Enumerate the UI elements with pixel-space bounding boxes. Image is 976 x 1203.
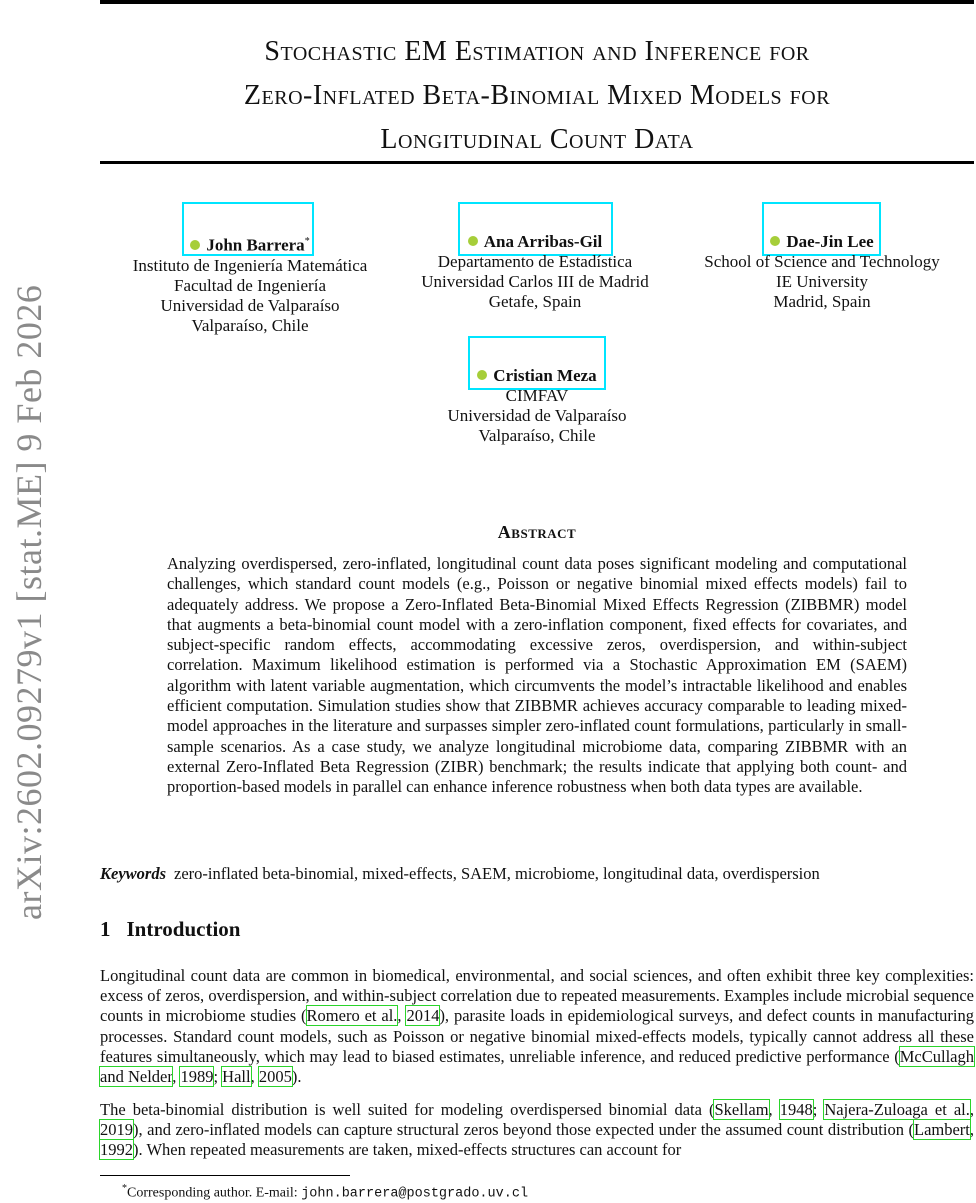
title-line-3: Longitudinal Count Data (380, 124, 694, 155)
paragraph-text: Longitudinal count data are common in biomedical, environmental, and social sciences, and often exhibit three key complexities: excess of zeros, overdispersion, and within-subject correlation due to repeated measurements. Examples include microbial sequence counts in microbiome studies ( (100, 966, 974, 1026)
section-number: 1 (100, 917, 111, 941)
keywords-line (100, 864, 974, 884)
author-name[interactable]: Cristian Meza (493, 366, 597, 385)
affiliation-line: Facultad de Ingeniería (174, 275, 326, 295)
citation-link[interactable]: 2014 (406, 1006, 440, 1026)
intro-paragraph-1: Longitudinal count data are common in biomedical, environmental, and social sciences, and often exhibit three key complexities: excess of zeros, overdispersion, and within-subject correlation due to repeated measurements. Examples include microbial sequence counts in microbiome studies (Romero et al., 2014), parasite loads in epidemiological surveys, and defect counts in manufacturing processes. Standard count models, such as Poisson or negative binomial mixed-effects models, typically cannot address all these features simultaneously, which may lead to biased estimates, unreliable inference, and reduced predictive performance (McCullagh and Nelder, 1989; Hall, 2005). (100, 966, 974, 1087)
orcid-icon[interactable] (477, 370, 487, 380)
footnote-mark: * (122, 1183, 127, 1194)
affiliation-line: Universidad Carlos III de Madrid (421, 272, 649, 291)
title-line-1: Stochastic EM Estimation and Inference for (264, 36, 810, 67)
author-name-row (682, 232, 962, 252)
citation-link[interactable]: McCullagh and Nelder (100, 1046, 974, 1087)
paragraph-text: The beta-binomial distribution is well suited for modeling overdispersed binomial data ( (100, 1100, 715, 1119)
title-top-rule (100, 0, 974, 4)
title-bottom-rule (100, 161, 974, 164)
citation-link[interactable]: Romero et al. (306, 1006, 398, 1026)
citation-link[interactable]: 2005 (258, 1067, 292, 1087)
paragraph-text: ), parasite loads in epidemiological surveys, and defect counts in manufacturing processes. Standard count models, such as Poisson or negative binomial mixed-effects models, typically cannot address all these features simultaneously, which may lead to biased estimates, unreliable inference, and reduced predictive performance ( (100, 1006, 974, 1066)
affiliation-line: Universidad de Valparaíso (447, 406, 627, 425)
author-block-1 (110, 232, 390, 336)
affiliation-line: Valparaíso, Chile (191, 315, 309, 335)
affiliation-line: Universidad de Valparaíso (160, 295, 340, 315)
footnote (122, 1181, 528, 1203)
email-link[interactable]: john.barrera@postgrado.uv.cl (301, 1186, 529, 1202)
footnote-rule (100, 1175, 350, 1176)
citation-link[interactable]: 1992 (100, 1140, 133, 1160)
abstract-heading: Abstract (497, 522, 577, 542)
author-name-row (395, 232, 675, 252)
author-block-4 (397, 366, 677, 446)
affiliation-line: Madrid, Spain (773, 292, 871, 311)
affiliation-line: School of Science and Technology (704, 252, 940, 271)
author-name-row (110, 232, 390, 256)
citation-link[interactable]: 2019 (100, 1120, 133, 1140)
orcid-icon[interactable] (190, 240, 200, 250)
footnote-text: Corresponding author. E-mail: (127, 1185, 302, 1201)
author-name-row (397, 366, 677, 386)
affiliation-line: Valparaíso, Chile (478, 426, 596, 445)
paragraph-text: ). (291, 1067, 302, 1087)
citation-link[interactable]: Lambert (913, 1120, 970, 1140)
paper-title (100, 30, 974, 162)
author-name[interactable]: John Barrera (206, 235, 305, 255)
keywords-label: Keywords (100, 864, 166, 883)
affiliation-line: CIMFAV (505, 386, 569, 405)
author-block-2 (395, 232, 675, 312)
arxiv-identifier: arXiv:2602.09279v1 [stat.ME] 9 Feb 2026 (9, 284, 49, 920)
paragraph-text: ), and zero-inflated models can capture structural zeros beyond those expected under the assumed count distribution ( (133, 1120, 914, 1140)
author-name[interactable]: Ana Arribas-Gil (483, 232, 603, 251)
abstract-text: Analyzing overdispersed, zero-inflated, longitudinal count data poses significant modeling and computational challenges, which standard count models (e.g., Poisson or negative binomial mixed effects models) fail to adequately address. We propose a Zero-Inflated Beta-Binomial Mixed Effects Regression (ZIBBMR) model that augments a beta-binomial count model with a zero-inflation component, fixed effects for covariates, and subject-specific random effects, accommodating excessive zeros, overdispersion, and within-subject correlation. Maximum likelihood estimation is performed via a Stochastic Approximation EM (SAEM) algorithm with latent variable augmentation, which circumvents the model’s intractable likelihood and enables efficient computation. Simulation studies show that ZIBBMR achieves accuracy comparable to leading mixed-model approaches in the literature and surpasses simpler zero-inflated count formulations, particularly in small-sample scenarios. As a case study, we analyze longitudinal microbiome data, comparing ZIBBMR with an external Zero-Inflated Beta Regression (ZIBR) benchmark; the results indicate that applying both count- and proportion-based models in parallel can enhance inference robustness when both data types are available. (167, 554, 907, 797)
affiliation-line: Departamento de Estadística (437, 252, 633, 271)
section-title: Introduction (126, 917, 241, 941)
author-name[interactable]: Dae-Jin Lee (786, 232, 874, 251)
title-line-2: Zero-Inflated Beta-Binomial Mixed Models for (243, 80, 831, 111)
citation-link[interactable]: 1989 (180, 1067, 214, 1087)
intro-paragraph-2: The beta-binomial distribution is well suited for modeling overdispersed binomial data (Skellam, 1948; Najera-Zuloaga et al., 2019), and zero-inflated models can capture structural zeros beyond those expected under the assumed count distribution (Lambert, 1992). When repeated measurements are taken, mixed-effects structures can account for (100, 1100, 974, 1160)
citation-link[interactable]: 1948 (779, 1100, 813, 1119)
citation-link[interactable]: Najera-Zuloaga et al. (824, 1100, 970, 1119)
paragraph-text: ). When repeated measurements are taken, mixed-effects structures can account for (133, 1140, 682, 1160)
keywords-text: zero-inflated beta-binomial, mixed-effects, SAEM, microbiome, longitudinal data, overdispersion (174, 864, 820, 883)
citation-link[interactable]: Skellam (714, 1100, 769, 1119)
orcid-icon[interactable] (770, 236, 780, 246)
orcid-icon[interactable] (468, 236, 478, 246)
affiliation-line: Getafe, Spain (488, 292, 582, 311)
author-block-3 (682, 232, 962, 312)
citation-link[interactable]: Hall (222, 1067, 251, 1087)
section-heading-introduction (100, 917, 240, 942)
affiliation-line: IE University (775, 272, 869, 291)
affiliation-line: Instituto de Ingeniería Matemática (132, 255, 368, 275)
corresponding-mark: * (304, 236, 310, 247)
